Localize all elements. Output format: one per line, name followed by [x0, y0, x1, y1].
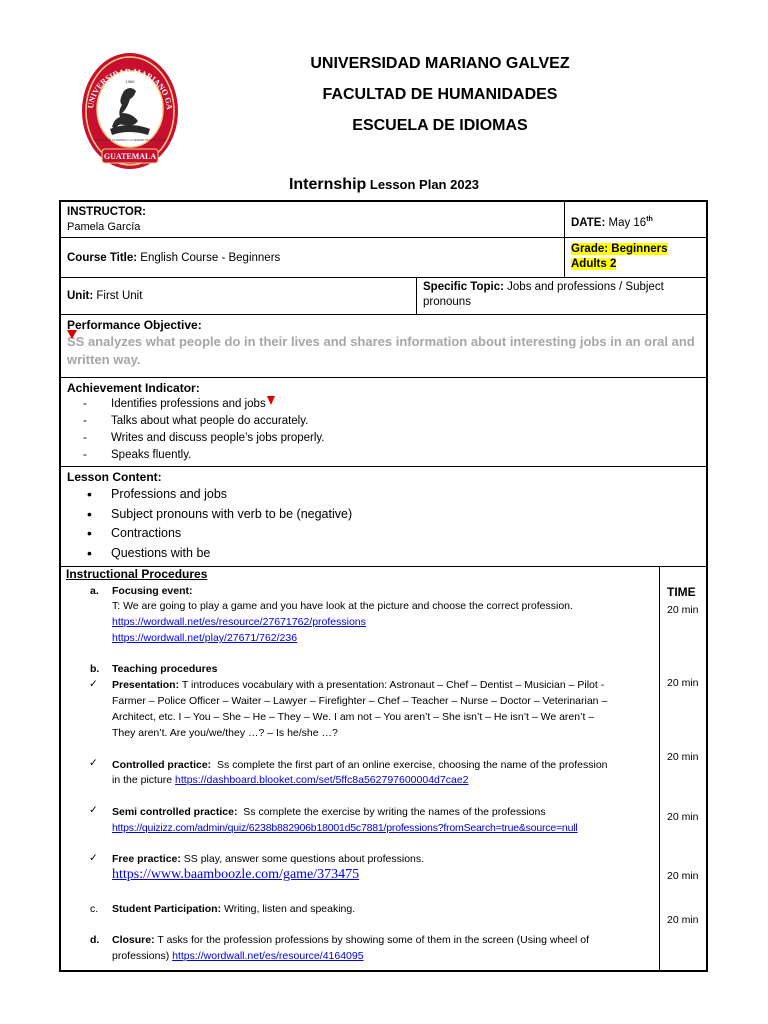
wordwall-play-link[interactable]: https://wordwall.net/play/27671/762/236: [112, 632, 298, 644]
achievement-cell: [60, 377, 707, 467]
achievement-item: - Talks about what people do accurately.: [83, 413, 700, 430]
time-header: TIME: [667, 585, 696, 599]
wordwall-closure-link[interactable]: https://wordwall.net/es/resource/4164095: [172, 950, 364, 962]
unit-value: First Unit: [96, 290, 143, 302]
seal-year: 1966: [125, 79, 135, 84]
step-b-marker: b.: [90, 663, 100, 675]
faculty-name: FACULTAD DE HUMANIDADES: [322, 86, 558, 103]
check-icon: ✓: [89, 804, 98, 816]
controlled-practice-line2: in the picture https://dashboard.blooket.com/set/5ffc8a562797600004d7cae2: [112, 774, 469, 786]
school-name: ESCUELA DE IDIOMAS: [352, 117, 528, 134]
quizizz-link[interactable]: https://quizizz.com/admin/quiz/6238b882906b18001d5c7881/professions?fromSearch=true&source=null: [112, 822, 578, 834]
baamboozle-link[interactable]: https://www.baamboozle.com/game/373475: [112, 867, 360, 882]
procedures-label: Instructional Procedures: [66, 567, 208, 581]
seal-top-text: UNIVERSIDAD MARIANO GA: [86, 66, 175, 111]
course-value: English Course - Beginners: [140, 252, 281, 264]
closure-line1: Closure: T asks for the profession professions by showing some of them in the screen (Using wheel of: [112, 934, 590, 946]
closure-line2: professions) https://wordwall.net/es/resource/4164095: [112, 950, 364, 962]
presentation-line4: They aren’t. Are you/we/they …? – Is he/she …?: [112, 727, 338, 739]
grade-line1: Grade: Beginners: [571, 243, 668, 255]
content-item: • Subject pronouns with verb to be (negative): [83, 505, 700, 525]
presentation-line3: Architect, etc. I – You – She – He – They – We. I am not – You aren’t – She isn’t – He isn’t – We aren’t –: [112, 711, 595, 723]
lesson-content-list: [67, 485, 700, 563]
topic-value: Jobs and professions / Subject pronouns: [423, 281, 664, 308]
step-a-marker: a.: [90, 585, 99, 597]
presentation-time: 20 min: [667, 677, 699, 689]
university-name: UNIVERSIDAD MARIANO GALVEZ: [310, 55, 570, 72]
lesson-content-label: Lesson Content:: [67, 470, 162, 484]
objective-cell: [60, 314, 707, 378]
objective-label: Performance Objective:: [67, 318, 202, 332]
free-practice-line1: Free practice: SS play, answer some questions about professions.: [112, 853, 425, 865]
free-practice-time: 20 min: [667, 870, 699, 882]
seal-motto: CONOCEREIS LA VERDAD Y LA VERDAD OS HARA LIBRES: [93, 139, 167, 142]
title-rest: Lesson Plan 2023: [369, 177, 480, 192]
date-label: DATE:: [571, 216, 606, 229]
content-item: • Professions and jobs: [83, 485, 700, 505]
instructor-label: INSTRUCTOR:: [67, 206, 147, 218]
comment-flag-icon: [267, 396, 275, 405]
seal-bottom-text: GUATEMALA: [103, 152, 157, 161]
check-icon: ✓: [89, 852, 98, 864]
achievement-list: [67, 396, 700, 464]
focusing-event-title: Focusing event:: [112, 585, 193, 597]
semi-controlled-line1: Semi controlled practice: Ss complete the exercise by writing the names of the professions: [112, 806, 546, 818]
achievement-item: - Writes and discuss people’s jobs properly.: [83, 430, 700, 447]
comment-flag-icon: [67, 330, 77, 339]
topic-cell: [416, 277, 707, 315]
presentation-line2: Farmer – Police Officer – Waiter – Lawyer – Firefighter – Chef – Teacher – Nurse – Doctor – Veterinarian –: [112, 695, 608, 707]
focusing-event-text: T: We are going to play a game and you have look at the picture and choose the correct profession.: [112, 600, 573, 612]
date-value: May 16: [608, 216, 647, 229]
participation-time: 20 min: [667, 914, 699, 926]
blooket-link[interactable]: https://dashboard.blooket.com/set/5ffc8a562797600004d7cae2: [175, 774, 469, 786]
teaching-procedures-title: Teaching procedures: [112, 663, 218, 675]
lesson-plan-title: [0, 176, 768, 194]
date-sup: th: [646, 216, 653, 223]
presentation-line1: Presentation: T introduces vocabulary with a presentation: Astronaut – Chef – Dentist – Musician – Pilot -: [112, 679, 605, 691]
step-c-marker: c.: [90, 903, 99, 915]
controlled-time: 20 min: [667, 751, 699, 763]
grade-line2: Adults 2: [571, 258, 617, 270]
title-main: Internship: [288, 176, 367, 193]
achievement-item: - Speaks fluently.: [83, 447, 700, 464]
lesson-content-cell: [60, 466, 707, 567]
content-item: • Questions with be: [83, 544, 700, 564]
controlled-practice-line1: Controlled practice: Ss complete the first part of an online exercise, choosing the name of the profession: [112, 759, 608, 771]
semi-controlled-time: 20 min: [667, 811, 699, 823]
instructor-name: Pamela García: [67, 221, 141, 233]
content-item: • Contractions: [83, 524, 700, 544]
grade-cell: [564, 237, 707, 278]
instructor-cell: [60, 201, 565, 238]
student-participation-line: Student Participation: Writing, listen and speaking.: [112, 903, 356, 915]
check-icon: ✓: [89, 678, 98, 690]
time-column: [659, 566, 707, 971]
achievement-label: Achievement Indicator:: [67, 381, 200, 395]
achievement-item: - Identifies professions and jobs: [83, 396, 700, 413]
wordwall-resource-link[interactable]: https://wordwall.net/es/resource/27671762/professions: [112, 616, 366, 628]
course-label: Course Title:: [67, 252, 138, 264]
unit-label: Unit:: [67, 290, 94, 302]
focusing-time: 20 min: [667, 604, 699, 616]
unit-cell: [60, 277, 417, 315]
objective-text: SS analyzes what people do in their lives and shares information about interesting jobs in an oral and written way.: [67, 334, 695, 367]
check-icon: ✓: [89, 757, 98, 769]
date-cell: [564, 201, 707, 238]
topic-label: Specific Topic:: [423, 281, 504, 293]
step-d-marker: d.: [90, 934, 100, 946]
course-cell: [60, 237, 565, 278]
